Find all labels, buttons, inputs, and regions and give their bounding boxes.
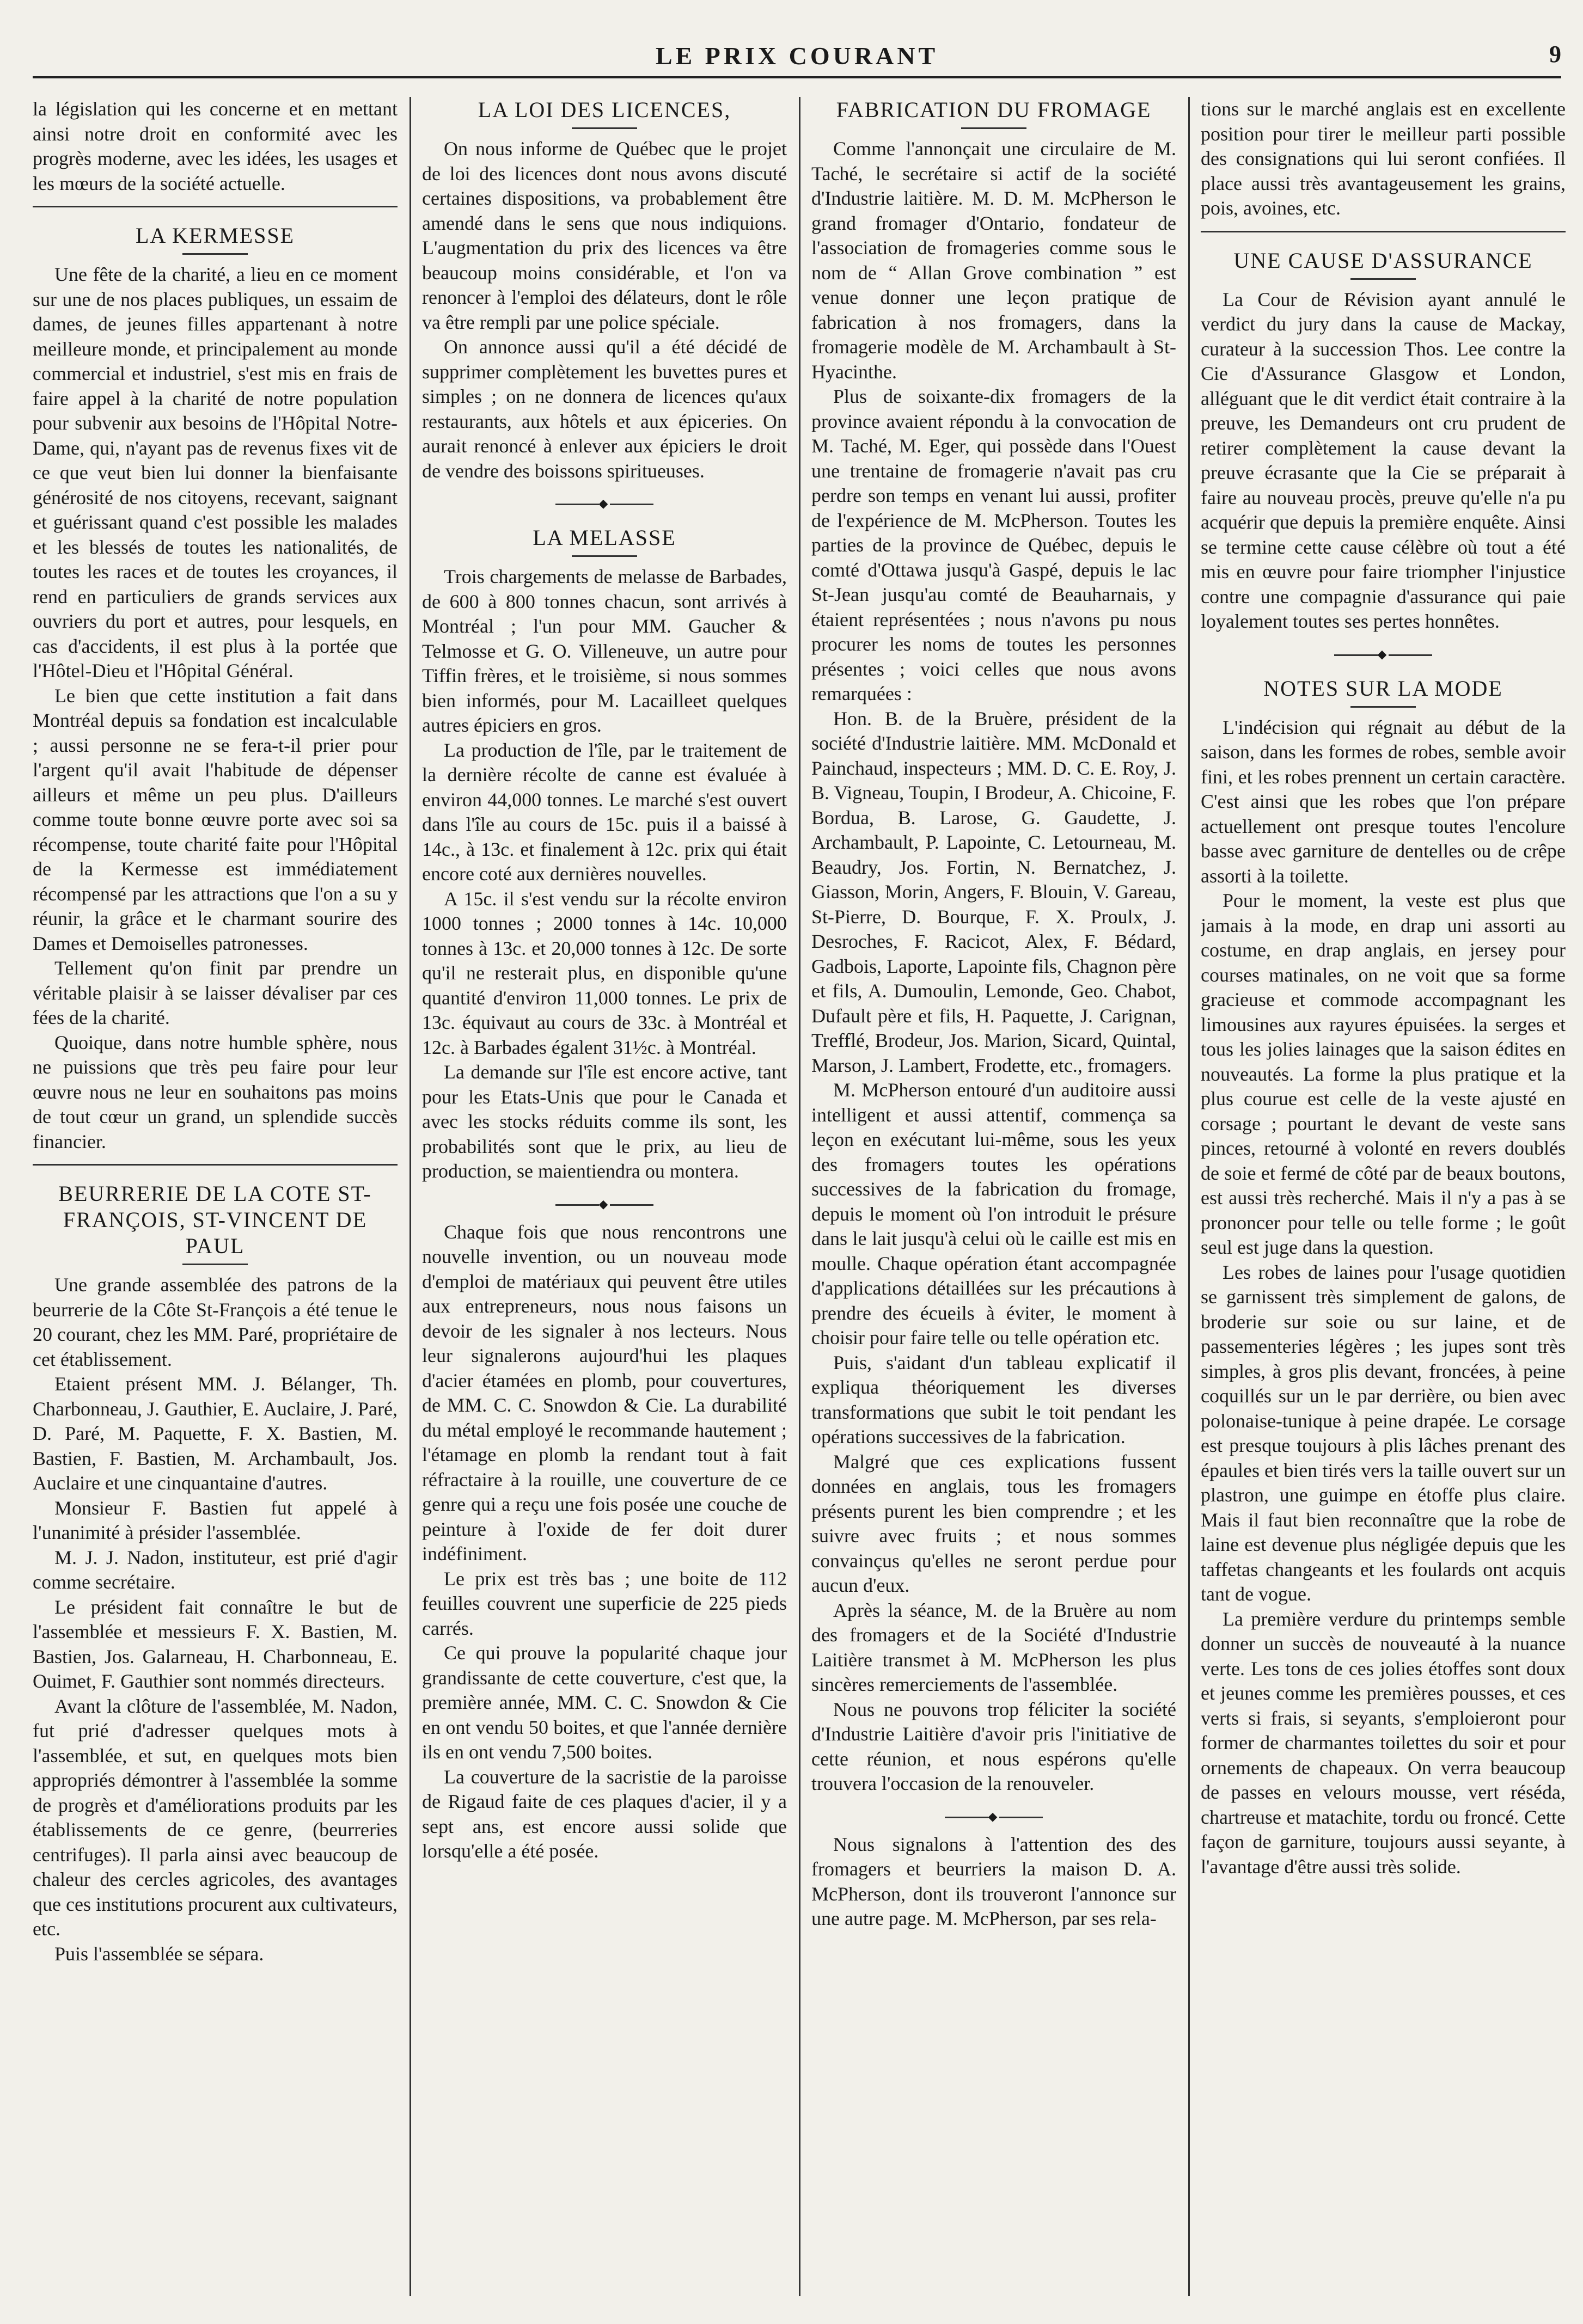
divider xyxy=(182,1264,248,1265)
column-4 xyxy=(1201,97,1566,2296)
paragraph: Nous ne pouvons trop féliciter la société d'Industrie Laitière d'avoir pris l'initiative de cette réunion, et nous espérons qu'elle trouvera l'occasion de la renouveler. xyxy=(811,1698,1176,1794)
paragraph: La Cour de Révision ayant annulé le verdict du jury dans la cause de Mackay, curateur à la succession Thos. Lee contre la Cie d'Assurance Glasgow et London, alléguant que le dit verdict était contraire à la preuve, les Demandeurs ont cru prudent de retirer complètement la cause devant la preuve écrasante que la Cie se préparait à faire au nouveau procès, preuve qu'elle n'a pu acquérir que depuis la première enquête. Ainsi se termine cette cause célèbre où tout a été mis en œuvre pour faire triompher l'injustice contre une compagnie d'assurance qui paie loyalement toutes ses pertes honnêtes. xyxy=(1201,288,1566,632)
paragraph: L'indécision qui régnait au début de la saison, dans les formes de robes, semble avoir fini, et les robes prennent un certain caractère. C'est ainsi que les robes que l'on prépare actuellement ont presque toutes l'encolure basse avec garniture de dentelles ou de crêpe assorti à la toilette. xyxy=(1201,716,1566,887)
column-3 xyxy=(811,97,1176,2296)
paragraph: Tellement qu'on finit par prendre un véritable plaisir à se laisser dévaliser par ces fées de la charité. xyxy=(33,957,398,1028)
paragraph: Malgré que ces explications fussent données en anglais, tous les fromagers présents purent les bien comprendre ; et les suivre avec fruits ; et nous sommes convainçus qu'elles ne seront perdue pour aucun d'eux. xyxy=(811,1450,1176,1596)
paragraph: Puis l'assemblée se sépara. xyxy=(54,1942,264,1965)
divider xyxy=(33,1164,398,1166)
divider xyxy=(1201,231,1566,232)
page-number: 9 xyxy=(1549,41,1561,68)
ornament-divider: ◆ xyxy=(550,1198,659,1210)
divider xyxy=(572,555,637,557)
paragraph: Ce qui prouve la popularité chaque jour grandissante de cette couverture, c'est que, la première année, MM. C. C. Snowdon & Cie en ont vendu 50 boites, et que l'année dernière ils en ont vendu 7,500 boites. xyxy=(422,1642,787,1763)
divider xyxy=(961,127,1026,129)
ornament-divider: ◆ xyxy=(939,1811,1048,1823)
paragraph: Avant la clôture de l'assemblée, M. Nadon, fut prié d'adresser quelques mots à l'assemblée, et sut, en quelques mots bien appropriés démontrer à l'assemblée la somme de progrès et d'améliorations produits par les établissements de ce genre, (beurreries centrifuges). Il parla ainsi avec beaucoup de chaleur des cercles agricoles, des avantages que ces institutions procurent aux cultivateurs, etc. xyxy=(33,1695,398,1940)
page-header xyxy=(33,38,1561,78)
paragraph: La couverture de la sacristie de la paroisse de Rigaud faite de ces plaques d'acier, il y a sept ans, est encore aussi solide que lorsqu'elle a été posée. xyxy=(422,1765,787,1862)
paragraph: Le prix est très bas ; une boite de 112 feuilles couvrent une superficie de 225 pieds carrés. xyxy=(422,1567,787,1639)
paragraph: M. J. J. Nadon, instituteur, est prié d'agir comme secrétaire. xyxy=(33,1546,398,1593)
paragraph: Hon. B. de la Bruère, président de la société d'Industrie laitière. MM. McDonald et Painchaud, inspecteurs ; MM. D. C. E. Roy, J. B. Vigneau, Toupin, I Brodeur, A. Chicoine, F. Bordua, B. Larose, G. Gaudette, J. Archambault, P. Lapointe, C. Letourneau, M. Beaudry, Jos. Fortin, N. Bernatchez, J. Giasson, Morin, Angers, F. Blouin, V. Gareau, St-Pierre, D. Bourque, F. X. Proulx, J. Desroches, F. Racicot, Alex, F. Bédard, Gadbois, Laporte, Lapointe fils, Chagnon père et fils, A. Dumoulin, Lemonde, Geo. Chabot, Dufault père et fils, H. Paquette, J. Carignan, Trefflé, Brodeur, Jos. Marion, Sicard, Quintal, Marson, J. Lambert, Frodette, etc., fromagers. xyxy=(811,707,1176,1076)
article-title-assurance: UNE CAUSE D'ASSURANCE xyxy=(1233,248,1533,273)
paragraph: Une fête de la charité, a lieu en ce moment sur une de nos places publiques, un essaim de dames, de jeunes filles appartenant à notre meilleure monde, et principalement au monde commercial et industriel, s'est mis en frais de faire appel à la charité de notre population pour subvenir aux besoins de l'Hôpital Notre-Dame, qui, n'ayant pas de revenus fixes vit de ce que veut bien lui donner la bienfaisante générosité de nos citoyens, recevant, saignant et guérissant quand c'est possible les malades et les blessés de toutes les nationalités, de toutes les races et de toutes les croyances, il rend en particuliers de grands services aux ouvriers du port et autres, pour lesquels, en cas d'accidents, il est plus à la portée que l'Hôtel-Dieu et l'Hôpital Général. xyxy=(33,263,398,682)
paragraph: La production de l'île, par le traitement de la dernière récolte de canne est évaluée à environ 44,000 tonnes. Le marché s'est ouvert dans l'île au cours de 15c. puis il a baissé à 14c., à 13c. et finalement à 12c. prix qui était encore coté aux dernières nouvelles. xyxy=(422,739,787,885)
paragraph: Une grande assemblée des patrons de la beurrerie de la Côte St-François a été tenue le 20 courant, chez les MM. Paré, propriétaire de cet établissement. xyxy=(33,1274,398,1370)
paragraph: Les robes de laines pour l'usage quotidien se garnissent très simplement de galons, de broderie sur soie ou sur laine, et de passementeries légères ; les jupes sont très simples, à gros plis devant, froncées, à peine coquillés sur un le par derrière, ou bien avec polonaise-tunique à peine drapée. Le corsage est presque toujours à plis lâches prenant des épaules et bien tirés vers la taille ouvert sur un plastron, une guimpe en étoffe plus claire. Mais il faut bien reconnaître que la robe de laine est devenue plus négligée depuis que les taffetas changeants et les foulards ont acquis tant de vogue. xyxy=(1201,1261,1566,1605)
divider xyxy=(1350,278,1416,280)
paragraph: Chaque fois que nous rencontrons une nouvelle invention, ou un nouveau mode d'emploi de matériaux qui peuvent être utiles aux entrepreneurs, nous nous faisons un devoir de les signaler à nos lecteurs. Nous leur signalerons aujourd'hui les plaques d'acier étamées en plomb, pour couvertures, de MM. C. C. Snowdon & Cie. La durabilité du métal employé le recommande hautement ; l'étamage en plomb la rendant tout à fait réfractaire à la rouille, une couverture de ce genre qui a reçu une fois posée une couche de peinture à l'oxide de fer doit durer indéfiniment. xyxy=(422,1221,787,1565)
paragraph: Monsieur F. Bastien fut appelé à l'unanimité à présider l'assemblée. xyxy=(33,1497,398,1543)
article-title-beurrerie: BEURRERIE DE LA COTE ST-FRANÇOIS, ST-VINCENT DE PAUL xyxy=(58,1181,372,1258)
divider xyxy=(1350,706,1416,708)
column-divider xyxy=(799,97,800,2296)
article-title-mode: NOTES SUR LA MODE xyxy=(1263,676,1503,701)
article-title-fromage: FABRICATION DU FROMAGE xyxy=(836,97,1152,122)
ornament-divider: ◆ xyxy=(550,498,659,510)
masthead-title: LE PRIX COURANT xyxy=(655,42,939,70)
article-continuation: la législation qui les concerne et en mettant ainsi notre droit en conformité avec les progrès moderne, avec les idées, les usages et les mœurs de la société actuelle. xyxy=(33,98,398,194)
paragraph: On annonce aussi qu'il a été décidé de supprimer complètement les buvettes pures et simples ; on ne donnera de licences qu'aux restaurants, aux hôtels et aux épiceries. On aurait renoncé à enlever aux épiciers le droit de vendre des boissons spiritueuses. xyxy=(422,336,787,482)
divider xyxy=(33,206,398,207)
paragraph: Pour le moment, la veste est plus que jamais à la mode, en drap uni assorti au costume, en drap anglais, en jersey pour courses matinales, on ne voit que sa forme gracieuse et commode accompagnant les limousines aux rayures épuisées. la serges et tous les jolies lainages que la saison édites en nouveautés. La forme la plus pratique et la plus courue est celle de la veste ajusté en corsage ; pourtant le devant de veste sans pinces, retourné à volonté en revers doublés de soie et fermé de côté par de beaux boutons, est aussi très recherché. Mais il n'y a pas à se prononcer pour telle ou telle forme ; le goût seul est juge dans la question. xyxy=(1201,890,1566,1258)
paragraph: Le président fait connaître le but de l'assemblée et messieurs F. X. Bastien, M. Bastien, Jos. Galarneau, H. Charbonneau, E. Ouimet, F. Gauthier sont nommés directeurs. xyxy=(33,1596,398,1692)
divider xyxy=(572,127,637,129)
paragraph: On nous informe de Québec que le projet de loi des licences dont nous avons discuté certaines dispositions, va probablement être amendé dans le sens que nous indiquions. L'augmentation du prix des licences va être beaucoup moins considérable, et l'on va renoncer à l'emploi des délateurs, dont le rôle va être rempli par une police spéciale. xyxy=(422,138,787,333)
paragraph: La première verdure du printemps semble donner un succès de nouveauté à la nuance verte. Les tons de ces jolies étoffes sont doux et jeunes comme les premières pousses, et ces verts si frais, si seyants, s'emploieront pour former de charmantes toilettes du soir et pour ornements de chapeaux. On verra beaucoup de passes en velours mousse, vert réséda, chartreuse et matachite, tordu ou froncé. Cette façon de garniture, toujours aussi seyante, à l'avantage d'être aussi très solide. xyxy=(1201,1608,1566,1878)
article-title-kermesse: LA KERMESSE xyxy=(135,223,295,248)
paragraph: A 15c. il s'est vendu sur la récolte environ 1000 tonnes ; 2000 tonnes à 14c. 10,000 tonnes à 13c. et 20,000 tonnes à 12c. De sorte qu'il ne resterait plus, en disponible qu'une quantité d'environ 11,000 tonnes. Le prix de 13c. équivaut au cours de 33c. à Montréal et 12c. à Barbades égalent 31½c. à Montréal. xyxy=(422,887,787,1058)
paragraph: Etaient présent MM. J. Bélanger, Th. Charbonneau, J. Gauthier, E. Auclaire, J. Paré, D. Paré, M. Paquette, F. X. Bastien, M. Bastien, F. Bastien, M. Archambault, Jos. Auclaire et une cinquantaine d'autres. xyxy=(33,1373,398,1494)
article-continuation: tions sur le marché anglais est en excellente position pour tirer le meilleur parti possible des consignations qui lui seront confiées. Il place aussi très avantageusement les grains, pois, avoines, etc. xyxy=(1201,98,1566,219)
paragraph: Nous signalons à l'attention des des fromagers et beurriers la maison D. A. McPherson, dont ils trouveront l'annonce sur une autre page. M. McPherson, par ses rela- xyxy=(811,1833,1176,1929)
paragraph: M. McPherson entouré d'un auditoire aussi intelligent et aussi attentif, commença sa leçon en exécutant lui-même, sous les yeux des fromagers toutes les opérations successives de la fabrication du fromage, depuis le moment où l'on introduit le présure dans le lait jusqu'à celui où le caille est mis en moulle. Chaque opération étant accompagnée d'applications détaillées sur les précautions à prendre des écueils à éviter, le moment à choisir pour faire telle ou telle opération etc. xyxy=(811,1079,1176,1348)
paragraph: Après la séance, M. de la Bruère au nom des fromagers et de la Société d'Industrie Laitière transmet à M. McPherson les plus sincères remerciements de l'assemblée. xyxy=(811,1599,1176,1695)
paragraph: Trois chargements de melasse de Barbades, de 600 à 800 tonnes chacun, sont arrivés à Montréal ; l'un pour MM. Gaucher & Telmosse et G. O. Villeneuve, un autre pour Tiffin frères, et le troisième, si nous sommes bien informés, pour M. Lacailleet quelques autres épiciers en gros. xyxy=(422,566,787,736)
ornament-divider: ◆ xyxy=(1329,648,1438,660)
newspaper-columns xyxy=(33,97,1568,2296)
paragraph: Puis, s'aidant d'un tableau explicatif il expliqua théoriquement les diverses transformations que subit le toit pendant les opérations successives de la fabrication. xyxy=(811,1351,1176,1448)
column-2 xyxy=(422,97,787,2296)
paragraph: Plus de soixante-dix fromagers de la province avaient répondu à la convocation de M. Taché, M. Eger, qui possède dans l'Ouest une trentaine de fromagerie n'avait pas cru perdre son temps en venant lui aussi, profiter de l'expérience de M. McPherson. Toutes les parties de la province de Québec, depuis le comté d'Ottawa jusqu'à Gaspé, depuis le lac St-Jean jusqu'au comté de Beauharnais, y étaient représentées ; nous n'avons pu nous procurer les noms de toutes les personnes présentes ; voici celles que nous avons remarquées : xyxy=(811,385,1176,704)
column-divider xyxy=(1188,97,1190,2296)
article-title-licences: LA LOI DES LICENCES, xyxy=(478,97,731,122)
paragraph: Quoique, dans notre humble sphère, nous ne puissions que très peu faire pour leur œuvre nous ne leur en souhaitons pas moins de tout cœur un grand, un splendide succès financier. xyxy=(33,1031,398,1152)
column-divider xyxy=(409,97,411,2296)
article-title-melasse: LA MELASSE xyxy=(533,525,676,550)
paragraph: La demande sur l'île est encore active, tant pour les Etats-Unis que pour le Canada et avec les stocks réduits comme ils sont, les probabilités sont que le prix, au lieu de production, se maientiendra ou montera. xyxy=(422,1061,787,1182)
paragraph: Le bien que cette institution a fait dans Montréal depuis sa fondation est incalculable ; aussi personne ne se fera-t-il prier pour l'argent qu'il avait l'habitude de dépenser ailleurs et même un peu plus. D'ailleurs comme toute bonne œuvre porte avec soi sa récompense, toute charité faite pour l'Hôpital de la Kermesse est immédiatement récompensé par les attractions que l'on a su y réunir, la grâce et le charmant sourire des Dames et Demoiselles patronesses. xyxy=(33,684,398,954)
paragraph: Comme l'annonçait une circulaire de M. Taché, le secrétaire si actif de la société d'Industrie laitière. M. D. M. McPherson le grand fromager d'Ontario, fondateur de l'association de fromageries comme sous le nom de “ Allan Grove combination ” est venue donner une leçon pratique de fabrication à nos fromagers, dans la fromagerie modèle de M. Archambault à St-Hyacinthe. xyxy=(811,138,1176,383)
divider xyxy=(182,253,248,255)
column-1 xyxy=(33,97,398,2296)
